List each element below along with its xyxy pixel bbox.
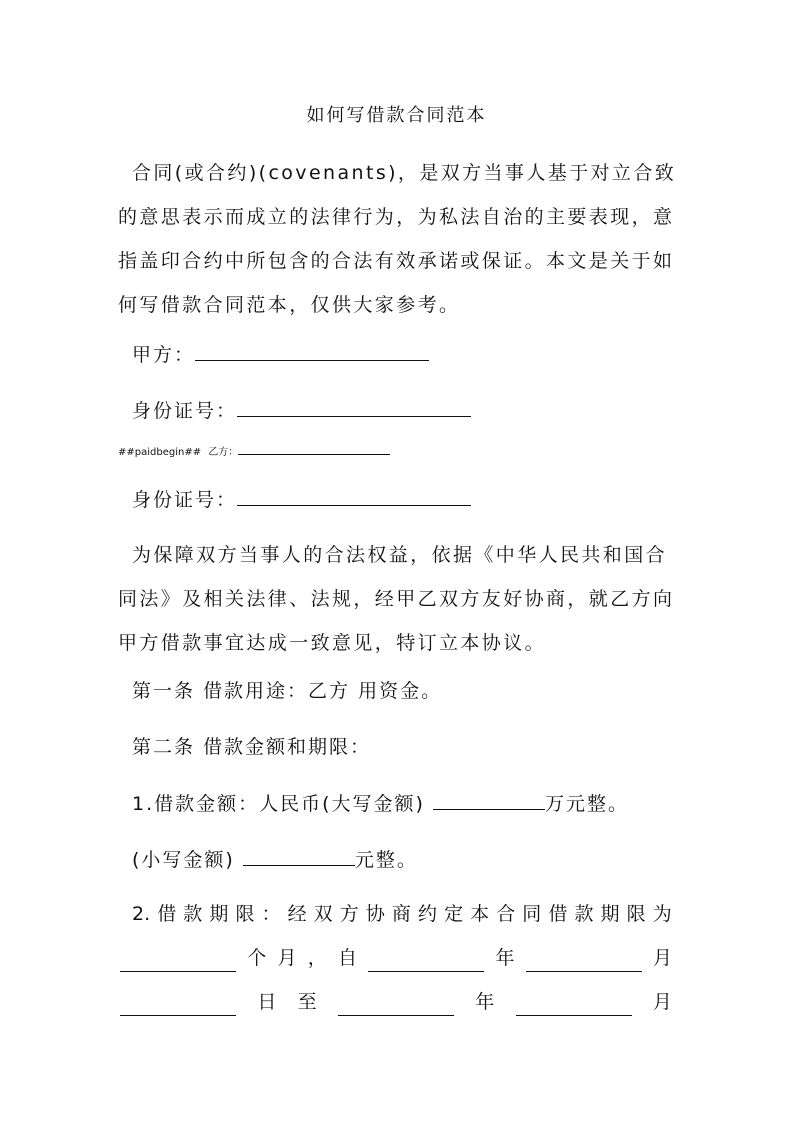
article-1: 第一条 借款用途：乙方 用资金。 bbox=[132, 680, 443, 702]
term-char: ： bbox=[261, 903, 281, 925]
term-month-unit: 月 bbox=[277, 947, 297, 969]
party-a-line bbox=[132, 340, 429, 369]
term-char: 为 bbox=[652, 903, 672, 925]
small-amount-prefix: (小写金额) bbox=[132, 849, 243, 871]
term-char: 商 bbox=[391, 903, 411, 925]
term-char: 限 bbox=[235, 903, 255, 925]
start-month-blank bbox=[526, 951, 642, 972]
amount-prefix: 1.借款金额：人民币(大写金额) bbox=[132, 793, 433, 815]
term-end-year: 年 bbox=[475, 991, 495, 1013]
article-2: 第二条 借款金额和期限： bbox=[132, 736, 372, 758]
term-char: 2. bbox=[132, 903, 151, 925]
term-char: 期 bbox=[209, 903, 229, 925]
term-line-2 bbox=[120, 944, 672, 972]
term-months: 个 bbox=[247, 947, 267, 969]
term-char: 定 bbox=[444, 903, 464, 925]
party-b-line bbox=[118, 444, 390, 460]
id-label-2: 身份证号： bbox=[132, 489, 238, 511]
start-day-blank bbox=[120, 995, 236, 1016]
term-char: 借 bbox=[548, 903, 568, 925]
term-to: 至 bbox=[297, 991, 317, 1013]
term-comma: ， bbox=[307, 947, 327, 969]
term-char: 双 bbox=[313, 903, 333, 925]
term-char: 借 bbox=[157, 903, 177, 925]
term-char: 限 bbox=[626, 903, 646, 925]
page-title: 如何写借款合同范本 bbox=[306, 105, 487, 126]
party-b-blank bbox=[238, 444, 390, 455]
end-year-blank bbox=[338, 995, 454, 1016]
term-char: 期 bbox=[600, 903, 620, 925]
term-char: 本 bbox=[470, 903, 490, 925]
amount-blank bbox=[433, 789, 545, 810]
term-month: 月 bbox=[652, 947, 672, 969]
term-char: 同 bbox=[522, 903, 542, 925]
start-year-blank bbox=[368, 951, 484, 972]
id-line-1 bbox=[132, 396, 471, 425]
term-char: 协 bbox=[365, 903, 385, 925]
id-line-2 bbox=[132, 485, 471, 514]
term-from: 自 bbox=[337, 947, 357, 969]
term-end-month: 月 bbox=[652, 991, 672, 1013]
small-amount-blank bbox=[243, 845, 355, 866]
months-blank bbox=[120, 951, 236, 972]
term-char: 方 bbox=[339, 903, 359, 925]
preamble-paragraph: 为保障双方当事人的合法权益，依据《中华人民共和国合同法》及相关法律、法规，经甲乙双方友好协商，就乙方向甲方借款事宜达成一致意见，特订立本协议。 bbox=[118, 544, 675, 654]
term-char: 经 bbox=[287, 903, 307, 925]
amount-suffix: 万元整。 bbox=[545, 793, 630, 815]
id-blank-1 bbox=[237, 396, 471, 417]
small-amount-line bbox=[132, 845, 418, 874]
id-label-1: 身份证号： bbox=[132, 400, 238, 422]
id-blank-2 bbox=[237, 485, 471, 506]
small-amount-suffix: 元整。 bbox=[354, 849, 418, 871]
term-char: 款 bbox=[574, 903, 594, 925]
party-a-label: 甲方： bbox=[132, 344, 196, 366]
term-year: 年 bbox=[495, 947, 515, 969]
intro-paragraph: 合同(或合约)(covenants)，是双方当事人基于对立合致的意思表示而成立的法律行为，为私法自治的主要表现，意指盖印合约中所包含的合法有效承诺或保证。本文是关于如何写借款合同范本，仅供大家参考。 bbox=[118, 162, 677, 316]
term-day: 日 bbox=[257, 991, 277, 1013]
term-char: 约 bbox=[417, 903, 437, 925]
term-char: 合 bbox=[496, 903, 516, 925]
amount-line bbox=[132, 789, 629, 818]
end-month-blank bbox=[516, 995, 632, 1016]
party-a-blank bbox=[195, 340, 429, 361]
term-line-1 bbox=[132, 900, 672, 928]
term-line-3 bbox=[120, 988, 672, 1016]
paid-marker: ##paidbegin## bbox=[118, 447, 202, 458]
term-char: 款 bbox=[183, 903, 203, 925]
party-b-label: 乙方： bbox=[208, 447, 239, 458]
